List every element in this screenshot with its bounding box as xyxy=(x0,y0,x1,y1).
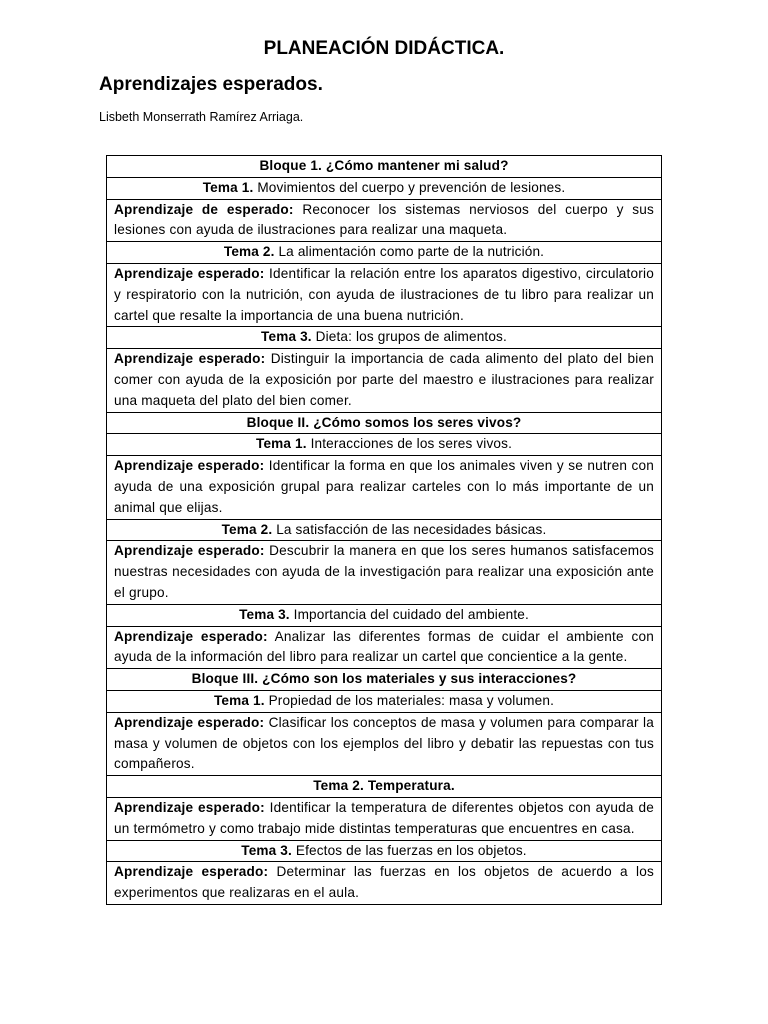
tema-text: Movimientos del cuerpo y prevención de lesiones. xyxy=(253,179,566,195)
aprendizaje-label: Aprendizaje esperado: xyxy=(114,799,265,815)
tema-row xyxy=(107,840,662,862)
tema-text: Interacciones de los seres vivos. xyxy=(306,436,512,452)
aprendizaje-row xyxy=(107,626,662,669)
aprendizaje-row xyxy=(107,349,662,412)
bloque-heading: Bloque III. ¿Cómo son los materiales y sus interacciones? xyxy=(191,671,577,687)
tema-label: Tema 3. xyxy=(261,329,312,345)
bloque-cell xyxy=(107,776,662,798)
aprendizaje-row xyxy=(107,862,662,905)
tema-label: Tema 1. xyxy=(202,179,254,195)
tema-text: Propiedad de los materiales: masa y volumen. xyxy=(264,692,554,708)
tema-text: La alimentación como parte de la nutrición. xyxy=(274,244,545,260)
tema-row xyxy=(107,327,662,349)
aprendizaje-label: Aprendizaje de esperado: xyxy=(114,201,294,217)
aprendizaje-cell xyxy=(107,712,662,775)
tema-row xyxy=(107,434,662,456)
document-title: PLANEACIÓN DIDÁCTICA. xyxy=(263,38,505,59)
tema-label: Tema 3. xyxy=(239,606,290,622)
aprendizaje-cell xyxy=(107,199,662,242)
aprendizaje-label: Aprendizaje esperado: xyxy=(114,864,269,880)
tema-cell xyxy=(107,840,662,862)
aprendizaje-label: Aprendizaje esperado: xyxy=(114,265,265,281)
aprendizaje-cell xyxy=(107,797,662,840)
tema-cell xyxy=(107,242,662,264)
aprendizaje-text: Analizar las diferentes formas de cuidar el ambiente con ayuda de la información del libro para realizar un cartel que concientice a la gente. xyxy=(114,628,654,665)
bloque-row xyxy=(107,156,662,178)
bloque-cell xyxy=(107,412,662,434)
aprendizaje-text: Clasificar los conceptos de masa y volumen para comparar la masa y volumen de objetos con los ejemplos del libro y debatir las repuestas con tus compañeros. xyxy=(114,714,654,772)
aprendizaje-row xyxy=(107,456,662,519)
tema-row xyxy=(107,177,662,199)
tema-cell xyxy=(107,177,662,199)
aprendizaje-cell xyxy=(107,541,662,604)
tema-cell xyxy=(107,519,662,541)
aprendizaje-row xyxy=(107,541,662,604)
tema-label: Tema 1. xyxy=(213,692,265,708)
document-author: Lisbeth Monserrath Ramírez Arriaga. xyxy=(99,110,304,124)
aprendizaje-text: Reconocer los sistemas nerviosos del cuerpo y sus lesiones con ayuda de ilustraciones para realizar una maqueta. xyxy=(114,201,654,238)
tema-cell xyxy=(107,690,662,712)
aprendizaje-text: Identificar la temperatura de diferentes objetos con ayuda de un termómetro y como trabajo mide distintas temperaturas que encuentres en casa. xyxy=(114,799,654,836)
aprendizaje-row xyxy=(107,263,662,326)
tema-cell xyxy=(107,604,662,626)
aprendizaje-row xyxy=(107,712,662,775)
tema-text: Dieta: los grupos de alimentos. xyxy=(311,329,507,345)
tema-label: Tema 2. xyxy=(223,244,275,260)
planning-table-body xyxy=(107,156,662,905)
aprendizaje-label: Aprendizaje esperado: xyxy=(114,714,265,730)
bloque-heading: Bloque II. ¿Cómo somos los seres vivos? xyxy=(246,414,522,430)
tema-text: La satisfacción de las necesidades básicas. xyxy=(272,521,547,537)
aprendizaje-cell xyxy=(107,263,662,326)
tema-row xyxy=(107,604,662,626)
document-subtitle: Aprendizajes esperados. xyxy=(99,74,323,95)
aprendizaje-cell xyxy=(107,456,662,519)
bloque-row xyxy=(107,669,662,691)
bloque-heading: Tema 2. Temperatura. xyxy=(313,778,455,794)
bloque-row xyxy=(107,412,662,434)
aprendizaje-text: Descubrir la manera en que los seres humanos satisfacemos nuestras necesidades con ayuda de la investigación para realizar una exposición ante el grupo. xyxy=(114,543,654,600)
aprendizaje-text: Identificar la forma en que los animales viven y se nutren con ayuda de una exposición grupal para realizar carteles con lo más importante de un animal que elijas. xyxy=(114,458,654,515)
aprendizaje-cell xyxy=(107,626,662,669)
aprendizaje-text: Identificar la relación entre los aparatos digestivo, circulatorio y respiratorio con la nutrición, con ayuda de ilustraciones de tu libro para realizar un cartel que resalte la importancia de una buena nutrición. xyxy=(114,265,655,323)
aprendizaje-label: Aprendizaje esperado: xyxy=(114,351,266,367)
aprendizaje-cell xyxy=(107,862,662,905)
tema-row xyxy=(107,690,662,712)
aprendizaje-text: Determinar las fuerzas en los objetos de acuerdo a los experimentos que realizaras en el aula. xyxy=(114,864,654,901)
aprendizaje-label: Aprendizaje esperado: xyxy=(114,628,268,644)
tema-cell xyxy=(107,434,662,456)
tema-label: Tema 3. xyxy=(241,842,292,858)
tema-label: Tema 2. xyxy=(221,521,273,537)
aprendizaje-cell xyxy=(107,349,662,412)
tema-label: Tema 1. xyxy=(256,436,307,452)
aprendizaje-label: Aprendizaje esperado: xyxy=(114,458,265,474)
tema-text: Efectos de las fuerzas en los objetos. xyxy=(291,842,527,858)
tema-row xyxy=(107,242,662,264)
tema-row xyxy=(107,519,662,541)
aprendizaje-text: Distinguir la importancia de cada alimento del plato del bien comer con ayuda de la exposición por parte del maestro e ilustraciones para realizar una maqueta del plato del bien comer. xyxy=(114,351,654,408)
bloque-cell xyxy=(107,156,662,178)
bloque-row xyxy=(107,776,662,798)
aprendizaje-row xyxy=(107,199,662,242)
tema-cell xyxy=(107,327,662,349)
planning-table xyxy=(106,155,662,905)
bloque-heading: Bloque 1. ¿Cómo mantener mi salud? xyxy=(259,158,509,173)
bloque-cell xyxy=(107,669,662,691)
aprendizaje-label: Aprendizaje esperado: xyxy=(114,543,265,559)
aprendizaje-row xyxy=(107,797,662,840)
tema-text: Importancia del cuidado del ambiente. xyxy=(289,606,529,622)
